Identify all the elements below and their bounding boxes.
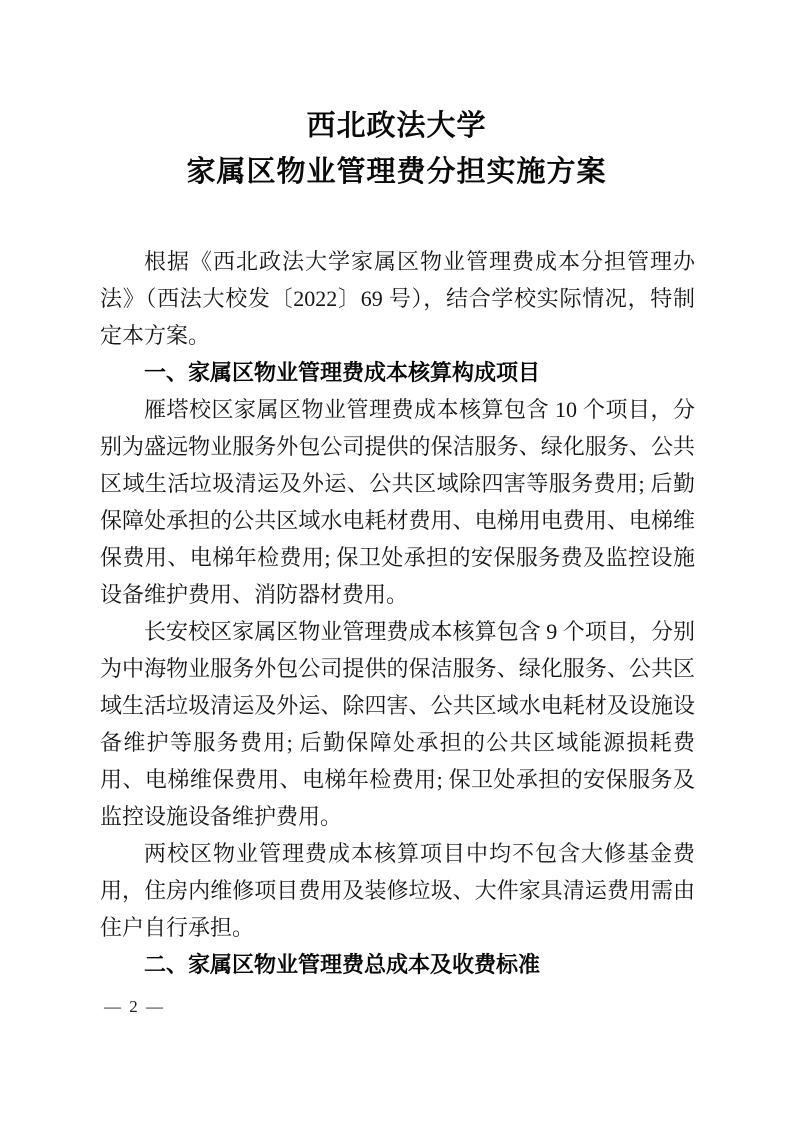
paragraph-yanta-campus: 雁塔校区家属区物业管理费成本核算包含 10 个项目，分别为盛远物业服务外包公司提供的保洁服务、绿化服务、公共区域生活垃圾清运及外运、公共区域除四害等服务费用; 后勤保障处承担的公共区域水电耗材费用、电梯用电费用、电梯维保费用、电梯年检费用; 保卫处承担的安保服务费及监控设施设备维护费用、消防器材费用。 [100, 397, 695, 607]
document-title [0, 0, 793, 195]
paragraph-intro: 根据《西北政法大学家属区物业管理费成本分担管理办法》（西法大校发〔2022〕69 号），结合学校实际情况，特制定本方案。 [100, 249, 695, 348]
page-number: — 2 — [104, 997, 165, 1016]
section-heading-1: 一、家属区物业管理费成本核算构成项目 [144, 360, 541, 385]
title-line-1: 西北政法大学 [306, 110, 487, 142]
paragraph-changan-campus: 长安校区家属区物业管理费成本核算包含 9 个项目，分别为中海物业服务外包公司提供的保洁服务、绿化服务、公共区域生活垃圾清运及外运、除四害、公共区域水电耗材及设施设备维护等服务费用; 后勤保障处承担的公共区域能源损耗费用、电梯维保费用、电梯年检费用; 保卫处承担的安保服务及监控设施设备维护费用。 [100, 619, 695, 829]
section-heading-2: 二、家属区物业管理费总成本及收费标准 [144, 952, 541, 977]
document-body [100, 243, 695, 983]
title-line-2: 家属区物业管理费分担实施方案 [186, 156, 607, 188]
paragraph-exclusions: 两校区物业管理费成本核算项目中均不包含大修基金费用，住房内维修项目费用及装修垃圾、大件家具清运费用需由住户自行承担。 [100, 841, 695, 940]
